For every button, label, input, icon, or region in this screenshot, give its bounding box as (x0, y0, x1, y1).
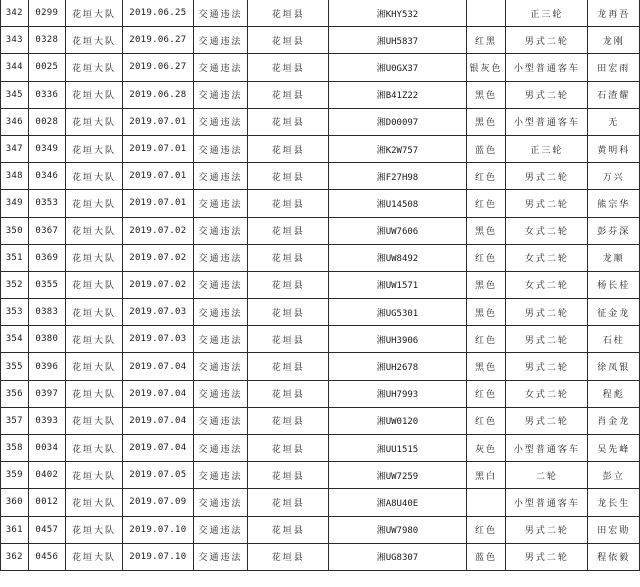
record-number-cell: 0380 (28, 326, 65, 353)
row-number-cell: 361 (1, 516, 29, 543)
county-cell: 花垣县 (248, 299, 329, 326)
county-cell: 花垣县 (248, 163, 329, 190)
owner-name-cell: 程依毅 (588, 543, 640, 570)
table-row (1, 27, 640, 54)
date-cell: 2019.07.10 (122, 516, 193, 543)
date-cell: 2019.07.10 (122, 543, 193, 570)
vehicle-type-cell: 男式二轮 (506, 543, 588, 570)
row-number-cell: 350 (1, 217, 29, 244)
team-cell: 花垣大队 (66, 135, 123, 162)
team-cell: 花垣大队 (66, 190, 123, 217)
plate-number-cell: 湘UW7259 (329, 462, 467, 489)
record-number-cell: 0456 (28, 543, 65, 570)
plate-number-cell: 湘UG5301 (329, 299, 467, 326)
table-body (1, 0, 640, 570)
date-cell: 2019.07.01 (122, 163, 193, 190)
date-cell: 2019.07.04 (122, 435, 193, 462)
date-cell: 2019.06.27 (122, 54, 193, 81)
violation-type-cell: 交通违法 (193, 380, 248, 407)
vehicle-type-cell: 男式二轮 (506, 163, 588, 190)
row-number-cell: 354 (1, 326, 29, 353)
date-cell: 2019.07.02 (122, 244, 193, 271)
team-cell: 花垣大队 (66, 516, 123, 543)
vehicle-type-cell: 女式二轮 (506, 380, 588, 407)
date-cell: 2019.07.02 (122, 271, 193, 298)
table-row (1, 190, 640, 217)
vehicle-color-cell: 红色 (466, 326, 506, 353)
violation-type-cell: 交通违法 (193, 0, 248, 27)
violation-type-cell: 交通违法 (193, 299, 248, 326)
record-number-cell: 0346 (28, 163, 65, 190)
plate-number-cell: 湘UW7606 (329, 217, 467, 244)
county-cell: 花垣县 (248, 271, 329, 298)
team-cell: 花垣大队 (66, 54, 123, 81)
owner-name-cell: 龙长生 (588, 489, 640, 516)
team-cell: 花垣大队 (66, 380, 123, 407)
county-cell: 花垣县 (248, 244, 329, 271)
team-cell: 花垣大队 (66, 353, 123, 380)
violation-type-cell: 交通违法 (193, 108, 248, 135)
record-number-cell: 0034 (28, 435, 65, 462)
vehicle-color-cell: 灰色 (466, 435, 506, 462)
table-row (1, 163, 640, 190)
date-cell: 2019.07.02 (122, 217, 193, 244)
team-cell: 花垣大队 (66, 462, 123, 489)
table-row (1, 353, 640, 380)
table-row (1, 244, 640, 271)
owner-name-cell: 征金龙 (588, 299, 640, 326)
owner-name-cell: 徐凤银 (588, 353, 640, 380)
county-cell: 花垣县 (248, 190, 329, 217)
vehicle-color-cell: 银灰色 (466, 54, 506, 81)
vehicle-color-cell: 红色 (466, 516, 506, 543)
row-number-cell: 346 (1, 108, 29, 135)
date-cell: 2019.07.03 (122, 299, 193, 326)
plate-number-cell: 湘UG8307 (329, 543, 467, 570)
owner-name-cell: 龙刚 (588, 27, 640, 54)
plate-number-cell: 湘UW1571 (329, 271, 467, 298)
record-number-cell: 0028 (28, 108, 65, 135)
team-cell: 花垣大队 (66, 0, 123, 27)
vehicle-color-cell: 红色 (466, 380, 506, 407)
plate-number-cell: 湘UW8492 (329, 244, 467, 271)
record-number-cell: 0328 (28, 27, 65, 54)
team-cell: 花垣大队 (66, 108, 123, 135)
owner-name-cell: 无 (588, 108, 640, 135)
violation-type-cell: 交通违法 (193, 543, 248, 570)
owner-name-cell: 万兴 (588, 163, 640, 190)
date-cell: 2019.07.01 (122, 190, 193, 217)
owner-name-cell: 熊宗华 (588, 190, 640, 217)
team-cell: 花垣大队 (66, 81, 123, 108)
plate-number-cell: 湘UH5837 (329, 27, 467, 54)
owner-name-cell: 彭立 (588, 462, 640, 489)
plate-number-cell: 湘F27H98 (329, 163, 467, 190)
plate-number-cell: 湘B41Z22 (329, 81, 467, 108)
vehicle-type-cell: 男式二轮 (506, 353, 588, 380)
county-cell: 花垣县 (248, 0, 329, 27)
team-cell: 花垣大队 (66, 244, 123, 271)
violation-type-cell: 交通违法 (193, 435, 248, 462)
violation-type-cell: 交通违法 (193, 489, 248, 516)
team-cell: 花垣大队 (66, 543, 123, 570)
row-number-cell: 348 (1, 163, 29, 190)
vehicle-type-cell: 正三轮 (506, 135, 588, 162)
table-row (1, 516, 640, 543)
row-number-cell: 343 (1, 27, 29, 54)
row-number-cell: 360 (1, 489, 29, 516)
owner-name-cell: 石柱 (588, 326, 640, 353)
vehicle-color-cell: 红色 (466, 163, 506, 190)
record-number-cell: 0397 (28, 380, 65, 407)
owner-name-cell: 杨长桂 (588, 271, 640, 298)
row-number-cell: 358 (1, 435, 29, 462)
record-number-cell: 0393 (28, 407, 65, 434)
table-row (1, 108, 640, 135)
violation-type-cell: 交通违法 (193, 54, 248, 81)
date-cell: 2019.06.28 (122, 81, 193, 108)
table-row (1, 135, 640, 162)
table-row (1, 543, 640, 570)
table-row (1, 462, 640, 489)
date-cell: 2019.07.03 (122, 326, 193, 353)
record-number-cell: 0012 (28, 489, 65, 516)
violation-type-cell: 交通违法 (193, 217, 248, 244)
vehicle-type-cell: 小型普通客车 (506, 435, 588, 462)
vehicle-type-cell: 男式二轮 (506, 81, 588, 108)
date-cell: 2019.07.04 (122, 353, 193, 380)
vehicle-color-cell: 红色 (466, 244, 506, 271)
county-cell: 花垣县 (248, 326, 329, 353)
vehicle-color-cell: 黑色 (466, 271, 506, 298)
row-number-cell: 351 (1, 244, 29, 271)
vehicle-color-cell: 黑色 (466, 108, 506, 135)
table-row (1, 326, 640, 353)
date-cell: 2019.06.27 (122, 27, 193, 54)
owner-name-cell: 吴先峰 (588, 435, 640, 462)
table-row (1, 217, 640, 244)
team-cell: 花垣大队 (66, 217, 123, 244)
vehicle-type-cell: 女式二轮 (506, 271, 588, 298)
date-cell: 2019.07.01 (122, 135, 193, 162)
county-cell: 花垣县 (248, 435, 329, 462)
plate-number-cell: 湘UH2678 (329, 353, 467, 380)
table-row (1, 81, 640, 108)
team-cell: 花垣大队 (66, 163, 123, 190)
vehicle-color-cell: 黑白 (466, 462, 506, 489)
plate-number-cell: 湘UW7980 (329, 516, 467, 543)
team-cell: 花垣大队 (66, 299, 123, 326)
vehicle-type-cell: 男式二轮 (506, 516, 588, 543)
date-cell: 2019.07.04 (122, 407, 193, 434)
owner-name-cell: 程彪 (588, 380, 640, 407)
plate-number-cell: 湘KHY532 (329, 0, 467, 27)
county-cell: 花垣县 (248, 108, 329, 135)
owner-name-cell: 田宏勋 (588, 516, 640, 543)
record-number-cell: 0349 (28, 135, 65, 162)
plate-number-cell: 湘K2W757 (329, 135, 467, 162)
vehicle-type-cell: 小型普通客车 (506, 108, 588, 135)
table-row (1, 54, 640, 81)
team-cell: 花垣大队 (66, 27, 123, 54)
row-number-cell: 353 (1, 299, 29, 326)
county-cell: 花垣县 (248, 380, 329, 407)
date-cell: 2019.07.01 (122, 108, 193, 135)
plate-number-cell: 湘UU1515 (329, 435, 467, 462)
record-number-cell: 0396 (28, 353, 65, 380)
table-row (1, 380, 640, 407)
violation-type-cell: 交通违法 (193, 353, 248, 380)
county-cell: 花垣县 (248, 543, 329, 570)
vehicle-color-cell: 红色 (466, 190, 506, 217)
vehicle-color-cell: 红黑 (466, 27, 506, 54)
record-number-cell: 0457 (28, 516, 65, 543)
record-number-cell: 0402 (28, 462, 65, 489)
record-number-cell: 0336 (28, 81, 65, 108)
violation-type-cell: 交通违法 (193, 407, 248, 434)
table-row (1, 407, 640, 434)
owner-name-cell: 龙顺 (588, 244, 640, 271)
owner-name-cell: 龙再吾 (588, 0, 640, 27)
table-row (1, 299, 640, 326)
plate-number-cell: 湘UW0120 (329, 407, 467, 434)
county-cell: 花垣县 (248, 217, 329, 244)
violation-type-cell: 交通违法 (193, 462, 248, 489)
county-cell: 花垣县 (248, 489, 329, 516)
row-number-cell: 344 (1, 54, 29, 81)
county-cell: 花垣县 (248, 353, 329, 380)
owner-name-cell: 肖金龙 (588, 407, 640, 434)
vehicle-type-cell: 男式二轮 (506, 407, 588, 434)
table-row (1, 489, 640, 516)
county-cell: 花垣县 (248, 407, 329, 434)
vehicle-color-cell (466, 489, 506, 516)
vehicle-color-cell: 黑色 (466, 299, 506, 326)
vehicle-color-cell: 蓝色 (466, 543, 506, 570)
row-number-cell: 352 (1, 271, 29, 298)
team-cell: 花垣大队 (66, 271, 123, 298)
date-cell: 2019.07.04 (122, 380, 193, 407)
team-cell: 花垣大队 (66, 435, 123, 462)
vehicle-color-cell: 蓝色 (466, 135, 506, 162)
team-cell: 花垣大队 (66, 326, 123, 353)
violation-type-cell: 交通违法 (193, 27, 248, 54)
county-cell: 花垣县 (248, 135, 329, 162)
vehicle-color-cell: 黑色 (466, 81, 506, 108)
table-row (1, 435, 640, 462)
row-number-cell: 347 (1, 135, 29, 162)
county-cell: 花垣县 (248, 462, 329, 489)
row-number-cell: 359 (1, 462, 29, 489)
violation-type-cell: 交通违法 (193, 81, 248, 108)
record-number-cell: 0383 (28, 299, 65, 326)
vehicle-type-cell: 男式二轮 (506, 190, 588, 217)
row-number-cell: 356 (1, 380, 29, 407)
owner-name-cell: 彭芬深 (588, 217, 640, 244)
row-number-cell: 345 (1, 81, 29, 108)
date-cell: 2019.07.05 (122, 462, 193, 489)
vehicle-type-cell: 男式二轮 (506, 27, 588, 54)
plate-number-cell: 湘UH3906 (329, 326, 467, 353)
record-number-cell: 0367 (28, 217, 65, 244)
table-row (1, 0, 640, 27)
row-number-cell: 349 (1, 190, 29, 217)
plate-number-cell: 湘U0GX37 (329, 54, 467, 81)
team-cell: 花垣大队 (66, 489, 123, 516)
vehicle-type-cell: 小型普通客车 (506, 54, 588, 81)
row-number-cell: 362 (1, 543, 29, 570)
plate-number-cell: 湘UH7993 (329, 380, 467, 407)
vehicle-type-cell: 男式二轮 (506, 299, 588, 326)
violation-type-cell: 交通违法 (193, 326, 248, 353)
vehicle-color-cell (466, 0, 506, 27)
violation-type-cell: 交通违法 (193, 163, 248, 190)
vehicle-type-cell: 正三轮 (506, 0, 588, 27)
violation-type-cell: 交通违法 (193, 135, 248, 162)
record-number-cell: 0353 (28, 190, 65, 217)
violation-type-cell: 交通违法 (193, 271, 248, 298)
record-number-cell: 0369 (28, 244, 65, 271)
owner-name-cell: 田宏雨 (588, 54, 640, 81)
date-cell: 2019.06.25 (122, 0, 193, 27)
plate-number-cell: 湘D00097 (329, 108, 467, 135)
row-number-cell: 357 (1, 407, 29, 434)
vehicle-type-cell: 男式二轮 (506, 326, 588, 353)
county-cell: 花垣县 (248, 27, 329, 54)
date-cell: 2019.07.09 (122, 489, 193, 516)
row-number-cell: 342 (1, 0, 29, 27)
table-row (1, 271, 640, 298)
owner-name-cell: 石渣耀 (588, 81, 640, 108)
record-number-cell: 0355 (28, 271, 65, 298)
owner-name-cell: 黄明科 (588, 135, 640, 162)
vehicle-color-cell: 黑色 (466, 353, 506, 380)
violation-type-cell: 交通违法 (193, 244, 248, 271)
county-cell: 花垣县 (248, 54, 329, 81)
record-number-cell: 0299 (28, 0, 65, 27)
vehicle-color-cell: 红色 (466, 407, 506, 434)
county-cell: 花垣县 (248, 516, 329, 543)
vehicle-type-cell: 二轮 (506, 462, 588, 489)
plate-number-cell: 湘A8U40E (329, 489, 467, 516)
vehicle-type-cell: 女式二轮 (506, 217, 588, 244)
row-number-cell: 355 (1, 353, 29, 380)
violation-type-cell: 交通违法 (193, 516, 248, 543)
team-cell: 花垣大队 (66, 407, 123, 434)
vehicle-color-cell: 黑色 (466, 217, 506, 244)
county-cell: 花垣县 (248, 81, 329, 108)
vehicle-type-cell: 小型普通客车 (506, 489, 588, 516)
violation-type-cell: 交通违法 (193, 190, 248, 217)
plate-number-cell: 湘U14508 (329, 190, 467, 217)
record-number-cell: 0025 (28, 54, 65, 81)
vehicle-type-cell: 女式二轮 (506, 244, 588, 271)
